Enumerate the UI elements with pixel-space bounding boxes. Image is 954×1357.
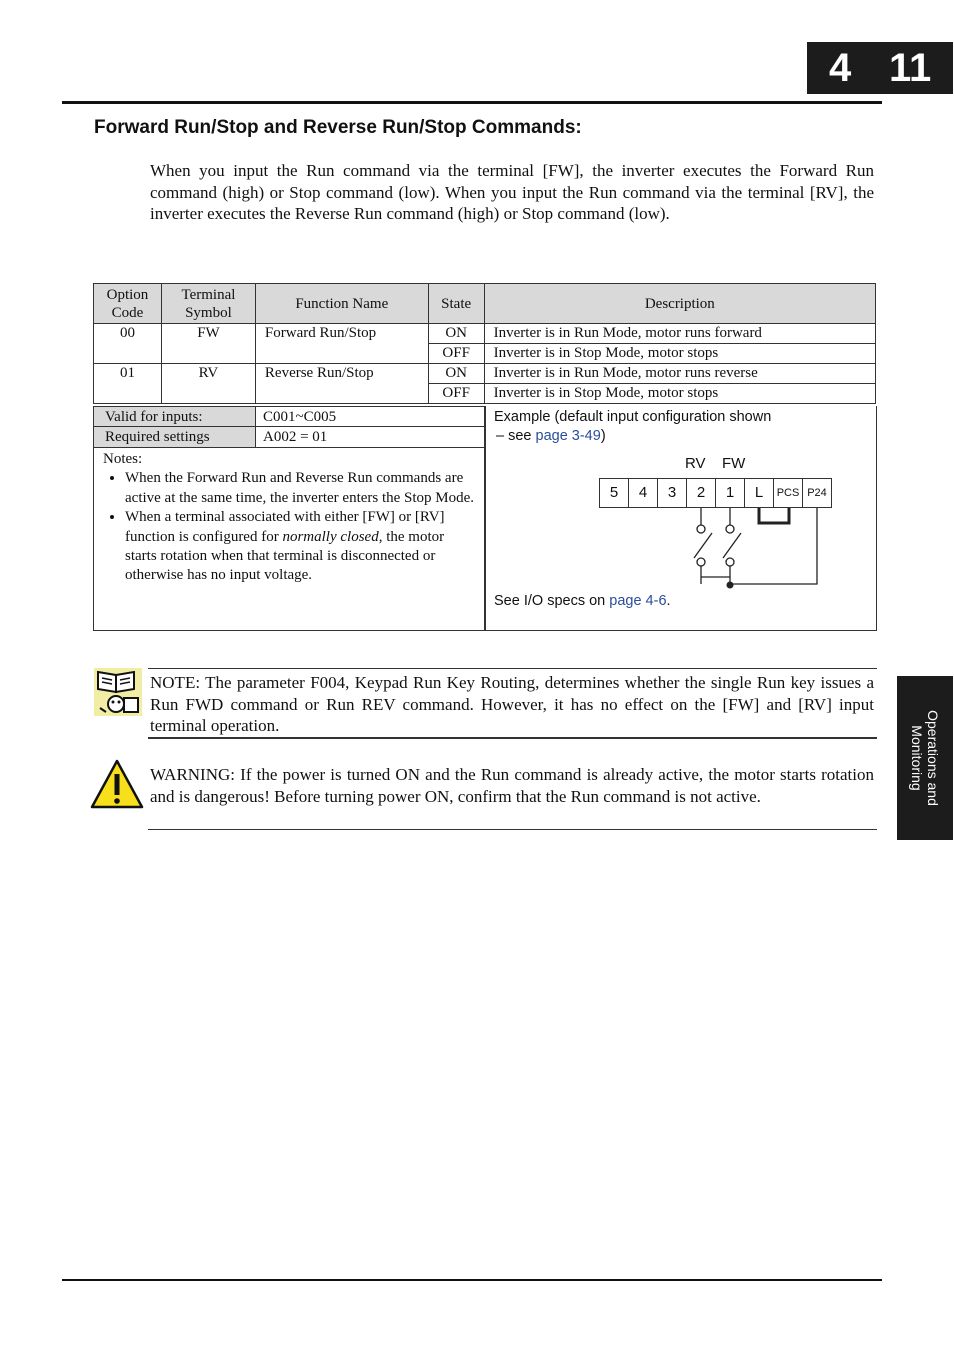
settings-and-notes <box>93 406 486 631</box>
switch-wiring-diagram <box>590 505 840 595</box>
page-link[interactable]: page 4-6 <box>609 593 667 609</box>
header-rule <box>62 101 882 104</box>
warning-triangle-icon <box>89 758 145 810</box>
warning-text: WARNING: If the power is turned ON and the Run command is already active, the motor starts rotation and is dangerous! Before turning power ON, confirm that the Run command is not active. <box>150 765 874 806</box>
note-text: NOTE: The parameter F004, Keypad Run Key Routing, determines whether the single Run key issues a Run FWD command or Run REV command. However, it has no effect on the [FW] and [RV] input terminal operation. <box>150 673 874 735</box>
terminal-l: L <box>744 478 774 508</box>
header-option-code: Option Code <box>94 284 162 324</box>
required-settings-row <box>94 426 485 447</box>
note-item: • When the Forward Run and Reverse Run commands are active at the same time, the inverter enters the Stop Mode. <box>125 469 477 508</box>
page-number-box <box>807 42 953 94</box>
required-settings-label: Required settings <box>94 427 256 447</box>
chapter-number: 4 <box>829 46 852 90</box>
required-settings-value: A002 = 01 <box>263 429 328 445</box>
header-function-name: Function Name <box>255 284 428 324</box>
state-cell: ON <box>428 324 484 344</box>
state-cell: OFF <box>428 344 484 364</box>
footer-rule <box>62 1279 882 1281</box>
terminal-3: 3 <box>657 478 687 508</box>
valid-inputs-label: Valid for inputs: <box>94 407 256 427</box>
notes-title: Notes: <box>103 451 143 467</box>
chapter-side-tab: Operations and Monitoring <box>897 676 953 840</box>
terminal-pcs: PCS <box>773 478 803 508</box>
valid-inputs-row <box>94 406 485 427</box>
function-name-cell: Reverse Run/Stop <box>255 364 428 404</box>
note-top-rule <box>148 668 877 669</box>
terminal-2: 2 <box>686 478 716 508</box>
option-code-cell: 01 <box>94 364 162 404</box>
option-code-cell: 00 <box>94 324 162 364</box>
terminal-symbol-cell: FW <box>161 324 255 364</box>
rv-label: RV <box>685 455 706 472</box>
terminal-p24: P24 <box>802 478 832 508</box>
terminal-1: 1 <box>715 478 745 508</box>
page-link[interactable]: page 3-49 <box>535 428 601 444</box>
table-header-row <box>94 284 876 324</box>
state-cell: ON <box>428 364 484 384</box>
description-cell: Inverter is in Run Mode, motor runs reverse <box>484 364 875 384</box>
fw-label: FW <box>722 455 746 472</box>
description-cell: Inverter is in Run Mode, motor runs forward <box>484 324 875 344</box>
note-book-icon <box>94 668 142 716</box>
page-number: 11 <box>889 46 932 90</box>
note-item: • When a terminal associated with either [FW] or [RV] function is configured for normally closed, the motor starts rotation when that terminal is disconnected or otherwise has no input voltage. <box>125 508 477 586</box>
terminal-symbol-cell: RV <box>161 364 255 404</box>
header-terminal-symbol: Terminal Symbol <box>161 284 255 324</box>
function-name-cell: Forward Run/Stop <box>255 324 428 364</box>
io-specs-caption: See I/O specs on page 4-6. <box>494 593 671 609</box>
header-description: Description <box>484 284 875 324</box>
warning-bottom-rule <box>148 829 877 830</box>
intro-paragraph: When you input the Run command via the terminal [FW], the inverter executes the Forward Run command (high) or Stop command (low). When you input the Run command via the terminal [RV], the inverter executes the Reverse Run command (high) or Stop command (low). <box>150 161 874 223</box>
table-row <box>94 324 876 344</box>
example-caption: Example (default input configuration shown – see page 3-49) <box>494 409 772 444</box>
valid-inputs-value: C001~C005 <box>263 409 337 425</box>
description-cell: Inverter is in Stop Mode, motor stops <box>484 344 875 364</box>
description-cell: Inverter is in Stop Mode, motor stops <box>484 384 875 404</box>
terminal-5: 5 <box>599 478 629 508</box>
note-bottom-rule <box>148 737 877 739</box>
state-cell: OFF <box>428 384 484 404</box>
terminal-4: 4 <box>628 478 658 508</box>
table-row <box>94 364 876 384</box>
function-table <box>93 283 876 404</box>
notes <box>94 447 485 586</box>
section-title: Forward Run/Stop and Reverse Run/Stop Commands: <box>94 117 582 138</box>
header-state: State <box>428 284 484 324</box>
